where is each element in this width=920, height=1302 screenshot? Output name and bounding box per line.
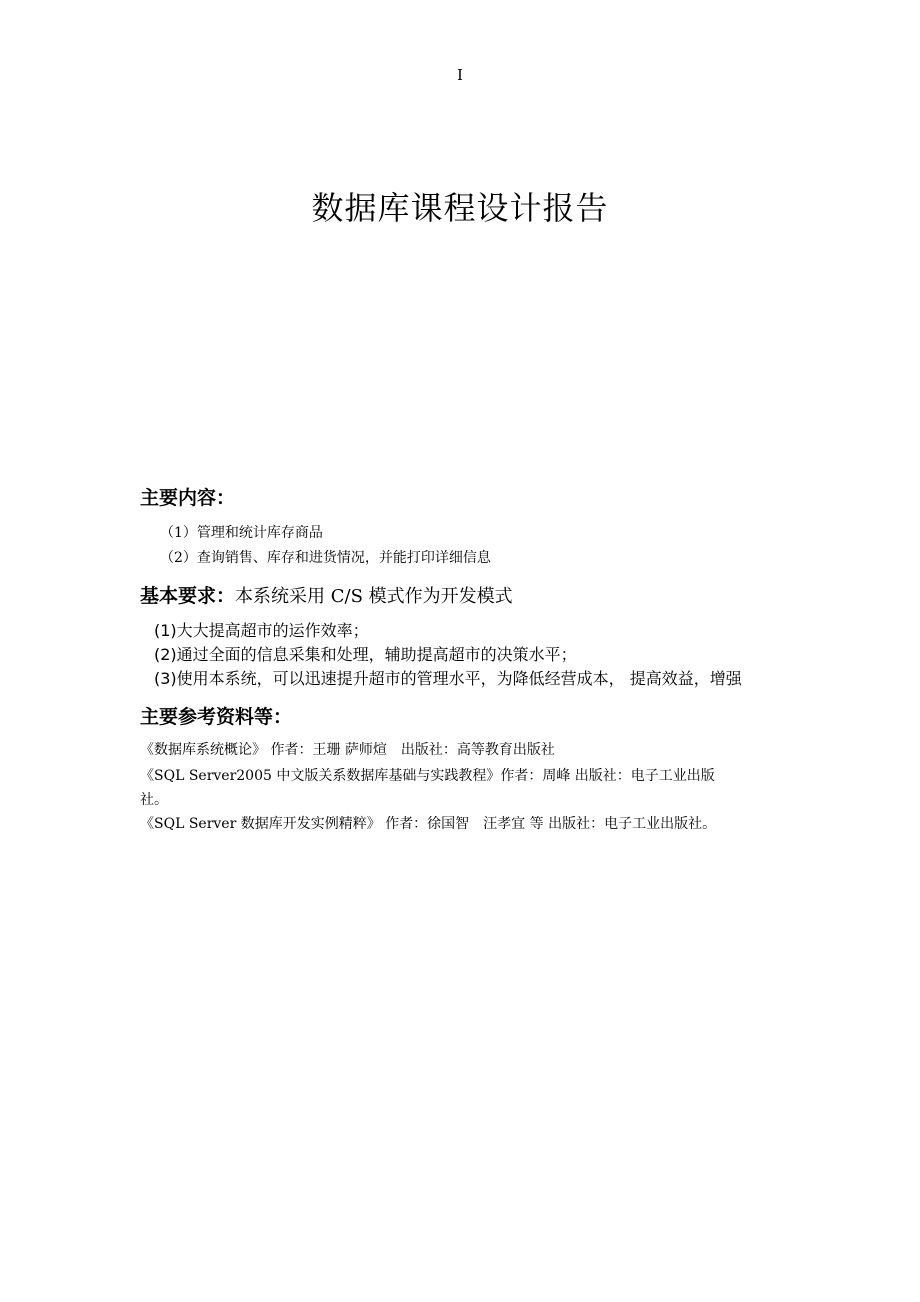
basic-requirements-line (140, 582, 513, 609)
requirement-text: 通过全面的信息采集和处理，辅助提高超市的决策水平； (176, 645, 577, 664)
main-content-item-2: （2）查询销售、库存和进货情况，并能打印详细信息 (160, 550, 491, 566)
main-content-heading: 主要内容： (140, 487, 236, 509)
references-heading: 主要参考资料等： (140, 706, 293, 728)
main-content-item-1: （1）管理和统计库存商品 (160, 525, 323, 541)
reference-line-2: 《SQL Server2005 中文版关系数据库基础与实践教程》作者：周峰 出版社：电子工业出版 (140, 768, 715, 784)
reference-line-1: 《数据库系统概论》 作者：王珊 萨师煊 出版社：高等教育出版社 (140, 742, 555, 758)
basic-requirements-heading: 基本要求： (140, 585, 236, 607)
basic-requirements-intro: 本系统采用 C/S 模式作为开发模式 (235, 586, 513, 607)
reference-line-3: 《SQL Server 数据库开发实例精粹》 作者：徐国智 汪孝宜 等 出版社：电子工业出版社。 (140, 816, 717, 832)
requirement-item-1 (154, 620, 369, 642)
requirement-number: (2) (154, 645, 177, 664)
requirement-item-2 (154, 644, 577, 666)
page-number: I (457, 66, 463, 84)
requirement-number: (1) (154, 621, 177, 640)
requirement-item-3 (154, 668, 742, 690)
requirement-text: 使用本系统，可以迅速提升超市的管理水平，为降低经营成本， 提高效益，增强 (176, 669, 742, 688)
document-title: 数据库课程设计报告 (311, 189, 609, 227)
reference-line-2-continued: 社。 (140, 792, 168, 808)
requirement-number: (3) (154, 669, 177, 688)
requirement-text: 大大提高超市的运作效率； (176, 621, 369, 640)
